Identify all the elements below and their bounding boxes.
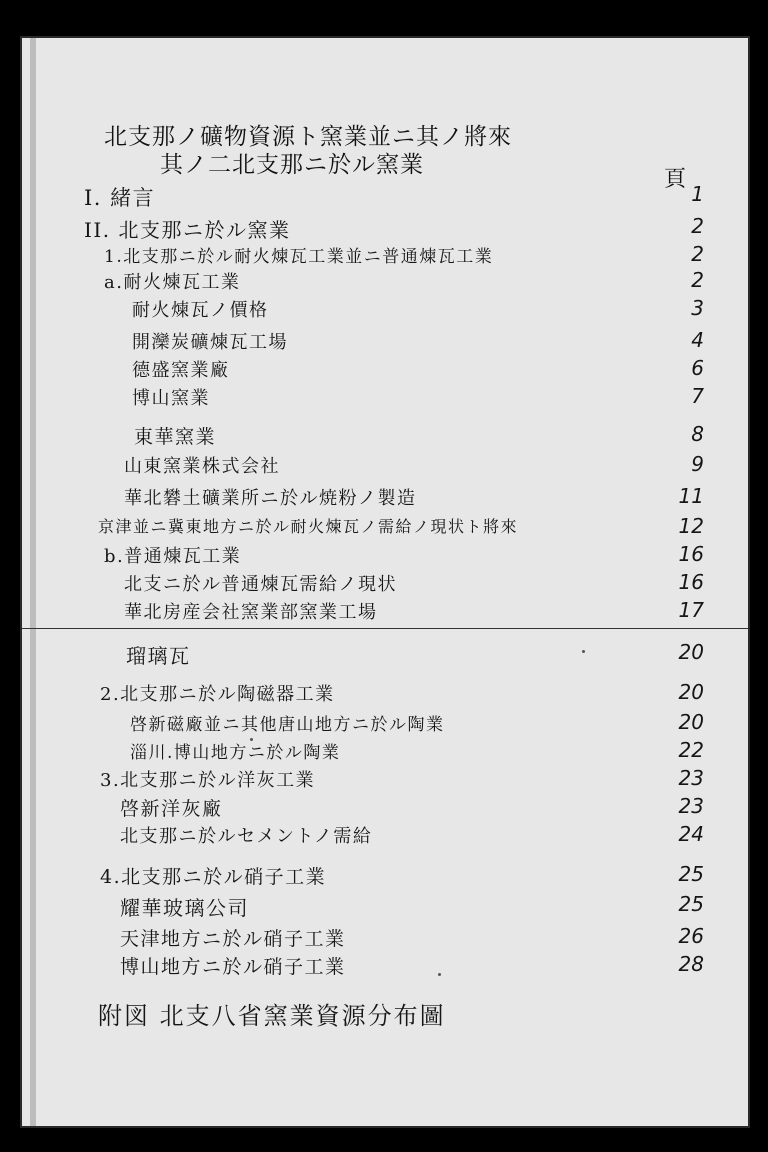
toc-entry-label: 1.北支那ニ於ル耐火煉瓦工業並ニ普通煉瓦工業 bbox=[104, 247, 494, 267]
toc-entry bbox=[22, 862, 752, 892]
toc-entry-label: 4.北支那ニ於ル硝子工業 bbox=[100, 866, 327, 888]
toc-entry-page: 16 bbox=[678, 570, 704, 594]
toc-entry bbox=[22, 680, 752, 710]
toc-entry-label: 2.北支那ニ於ル陶磁器工業 bbox=[100, 684, 335, 705]
toc-entry-label: 東華窯業 bbox=[134, 426, 217, 448]
toc-entry-label: 瑠璃瓦 bbox=[126, 644, 191, 668]
toc-entry bbox=[22, 296, 752, 326]
toc-entry bbox=[22, 384, 752, 414]
toc-entry-label: 京津並ニ冀東地方ニ於ル耐火煉瓦ノ需給ノ現状ト將來 bbox=[98, 517, 519, 536]
toc-entry-label: 啓新洋灰廠 bbox=[120, 798, 223, 820]
toc-entry-page: 4 bbox=[691, 328, 704, 352]
toc-entry-label: 北支那ニ於ルセメントノ需給 bbox=[120, 826, 373, 847]
toc-entry bbox=[22, 514, 752, 544]
toc-entry-page: 20 bbox=[678, 680, 704, 704]
page-column-header: 頁 bbox=[664, 167, 687, 192]
toc-entry-page: 24 bbox=[678, 822, 704, 846]
toc-entry-label: 山東窯業株式会社 bbox=[124, 456, 280, 477]
toc-entry-page: 9 bbox=[691, 452, 704, 476]
toc-entry-label: 啓新磁廠並ニ其他唐山地方ニ於ル陶業 bbox=[130, 715, 445, 735]
toc-entry-label: 博山窯業 bbox=[132, 388, 210, 409]
toc-entry-page: 11 bbox=[678, 484, 704, 508]
toc-entry-page: 23 bbox=[678, 766, 704, 790]
toc-entry bbox=[22, 822, 752, 852]
toc-entry-page: 25 bbox=[678, 892, 704, 916]
toc-entry-page: 22 bbox=[678, 738, 704, 762]
toc-entry-page: 2 bbox=[691, 214, 704, 238]
toc-entry-label: a.耐火煉瓦工業 bbox=[104, 272, 241, 293]
toc-entry bbox=[22, 924, 752, 954]
toc-entry-page: 7 bbox=[691, 384, 704, 408]
toc-entry bbox=[22, 214, 752, 244]
fold-line bbox=[22, 628, 748, 629]
toc-entry bbox=[22, 640, 752, 670]
toc-entry bbox=[22, 542, 752, 572]
toc-entry-page: 28 bbox=[678, 952, 704, 976]
toc-entry-label: 北支ニ於ル普通煉瓦需給ノ現状 bbox=[124, 574, 397, 595]
toc-entry bbox=[22, 710, 752, 740]
toc-entry bbox=[22, 598, 752, 628]
title-line-1: 北支那ノ礦物資源ト窯業並ニ其ノ將來 bbox=[104, 124, 512, 150]
toc-entry-page: 25 bbox=[678, 862, 704, 886]
toc-entry-label: 博山地方ニ於ル硝子工業 bbox=[120, 956, 346, 978]
speck bbox=[438, 973, 441, 976]
toc-entry bbox=[22, 422, 752, 452]
toc-entry bbox=[22, 182, 752, 212]
toc-entry-label: 淄川.博山地方ニ於ル陶業 bbox=[130, 743, 341, 763]
toc-entry bbox=[22, 328, 752, 358]
toc-entry bbox=[22, 892, 752, 922]
toc-entry-label: 耐火煉瓦ノ價格 bbox=[132, 300, 269, 321]
toc-entry-label: II. 北支那ニ於ル窯業 bbox=[84, 218, 291, 242]
toc-entry-page: 20 bbox=[678, 710, 704, 734]
toc-entry bbox=[22, 484, 752, 514]
toc-entry-label: b.普通煉瓦工業 bbox=[104, 546, 242, 567]
toc-entry bbox=[22, 570, 752, 600]
toc-entry bbox=[22, 952, 752, 982]
document-page bbox=[20, 36, 750, 1128]
appendix-note: 附図 北支八省窯業資源分布圖 bbox=[98, 1002, 446, 1030]
toc-entry-page: 2 bbox=[691, 268, 704, 292]
toc-entry-page: 1 bbox=[691, 182, 704, 206]
toc-entry-page: 2 bbox=[691, 242, 704, 266]
toc-entry-label: 德盛窯業廠 bbox=[132, 360, 230, 381]
toc-entry-page: 17 bbox=[678, 598, 704, 622]
toc-entry-label: 華北房産会社窯業部窯業工場 bbox=[124, 602, 378, 623]
toc-entry-page: 16 bbox=[678, 542, 704, 566]
toc-entry-page: 3 bbox=[691, 296, 704, 320]
toc-entry-label: 天津地方ニ於ル硝子工業 bbox=[120, 928, 346, 950]
toc-entry-page: 8 bbox=[691, 422, 704, 446]
toc-entry-page: 20 bbox=[678, 640, 704, 664]
speck bbox=[250, 738, 253, 741]
toc-entry-page: 23 bbox=[678, 794, 704, 818]
toc-entry-label: 開灤炭礦煉瓦工場 bbox=[132, 332, 288, 353]
toc-entry-label: 華北礬土礦業所ニ於ル焼粉ノ製造 bbox=[124, 488, 417, 509]
toc-entry-label: 耀華玻璃公司 bbox=[120, 896, 249, 920]
toc-entry-page: 26 bbox=[678, 924, 704, 948]
toc-entry-label: I. 緒言 bbox=[84, 186, 156, 210]
speck bbox=[582, 650, 585, 653]
title-line-2: 其ノ二北支那ニ於ル窯業 bbox=[160, 152, 424, 178]
toc-entry-page: 12 bbox=[678, 514, 704, 538]
toc-entry bbox=[22, 738, 752, 768]
toc-entry bbox=[22, 766, 752, 796]
toc-entry-page: 6 bbox=[691, 356, 704, 380]
toc-entry bbox=[22, 794, 752, 824]
toc-entry bbox=[22, 356, 752, 386]
toc-entry bbox=[22, 452, 752, 482]
toc-entry bbox=[22, 268, 752, 298]
toc-entry-label: 3.北支那ニ於ル洋灰工業 bbox=[100, 770, 316, 791]
